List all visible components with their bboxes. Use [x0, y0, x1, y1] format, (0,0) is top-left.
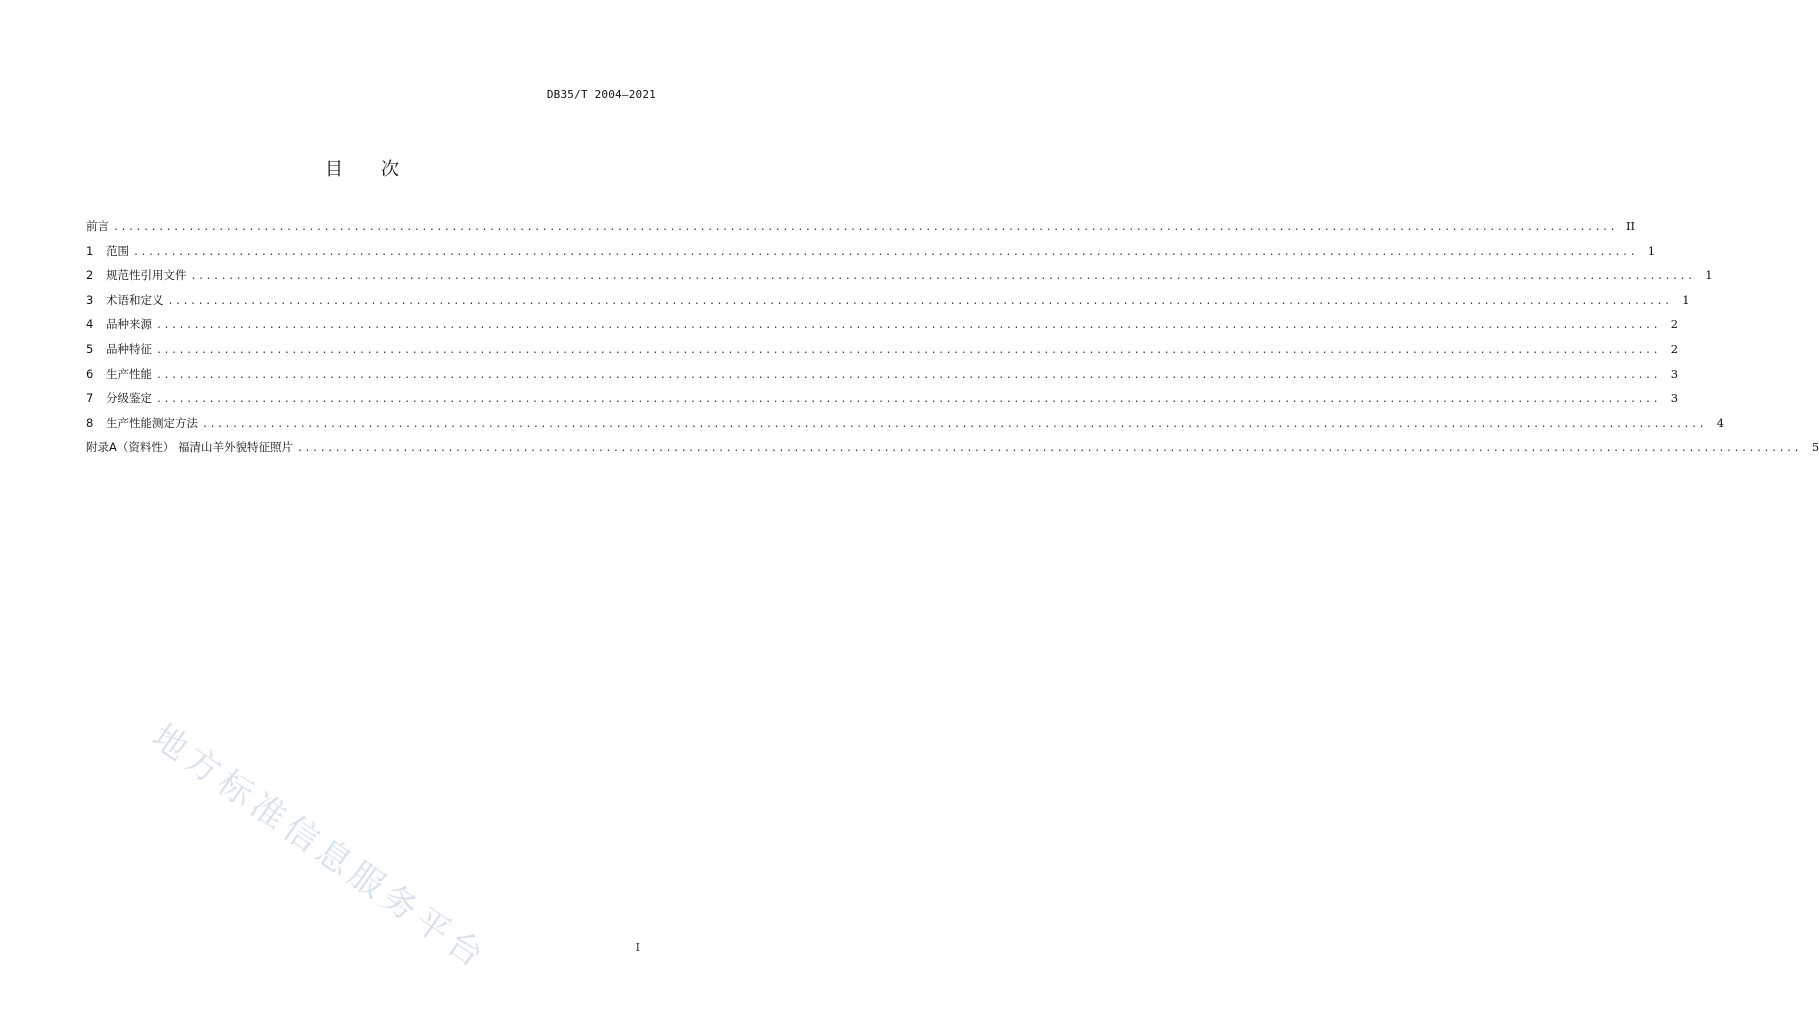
toc-entry-page: 3 [1670, 366, 1679, 381]
toc-entry[interactable] [86, 292, 1690, 317]
watermark: 地方标准信息服务平台 [144, 716, 496, 979]
toc-entry[interactable] [86, 341, 1679, 366]
toc-entry-number: 6 [86, 366, 94, 381]
toc-entry-page: 4 [1716, 415, 1725, 430]
toc-dot-leader: ........................................................................................................................................................................................................ [156, 369, 1661, 381]
toc-dot-leader: ........................................................................................................................................................................................................ [156, 394, 1661, 406]
toc-dot-leader: ........................................................................................................................................................................................................ [202, 418, 1707, 430]
toc-entry[interactable] [86, 243, 1656, 268]
toc-entry[interactable] [86, 218, 1636, 243]
toc-dot-leader: ........................................................................................................................................................................................................ [133, 246, 1638, 258]
toc-entry[interactable] [86, 366, 1679, 391]
toc-entry-page: 2 [1670, 317, 1679, 332]
toc-entry[interactable] [86, 316, 1679, 341]
toc-entry-page: 5 [1811, 440, 1819, 455]
toc-entry-number: 1 [86, 243, 94, 258]
toc-dot-leader: ........................................................................................................................................................................................................ [297, 443, 1802, 455]
page-title: 目次 [325, 159, 437, 180]
toc-entry[interactable] [86, 267, 1713, 292]
page-number: I [635, 941, 640, 954]
toc-entry-label: 生产性能 [106, 366, 152, 381]
toc-entry-number: 5 [86, 341, 94, 356]
toc-dot-leader: ........................................................................................................................................................................................................ [167, 295, 1672, 307]
toc-entry[interactable] [86, 415, 1725, 440]
toc-dot-leader: ........................................................................................................................................................................................................ [156, 344, 1661, 356]
toc-entry-label: 品种特征 [106, 341, 152, 356]
toc-entry[interactable] [86, 390, 1679, 415]
toc-entry-page: 2 [1670, 341, 1679, 356]
toc-entry-page: 3 [1670, 391, 1679, 406]
toc-entry-number: 8 [86, 415, 94, 430]
toc-dot-leader: ........................................................................................................................................................................................................ [190, 271, 1695, 283]
toc-entry-page: 1 [1705, 268, 1713, 283]
document-code: DB35/T 2004—2021 [546, 88, 656, 101]
toc-entry-label: 附录A（资料性） 福清山羊外貌特征照片 [86, 440, 294, 455]
toc-entry-number: 3 [86, 292, 94, 307]
toc-entry-number: 4 [86, 317, 94, 332]
toc-entry-label: 范围 [106, 243, 129, 258]
toc-dot-leader: ........................................................................................................................................................................................................ [113, 222, 1618, 233]
toc-entry-label: 术语和定义 [106, 292, 164, 307]
toc-entry[interactable] [86, 439, 1819, 464]
toc-entry-number: 7 [86, 391, 94, 406]
toc-entry-page: 1 [1682, 292, 1690, 307]
toc-dot-leader: ........................................................................................................................................................................................................ [156, 320, 1661, 332]
toc-entry-label: 规范性引用文件 [106, 268, 187, 283]
toc-entry-label: 分级鉴定 [106, 391, 152, 406]
toc-entry-page: II [1626, 219, 1636, 233]
toc-entry-label: 前言 [86, 219, 109, 233]
toc-entry-page: 1 [1647, 243, 1656, 258]
toc-entry-label: 生产性能测定方法 [106, 415, 198, 430]
toc-entry-label: 品种来源 [106, 317, 152, 332]
toc-entry-number: 2 [86, 268, 94, 283]
table-of-contents [86, 218, 1819, 464]
